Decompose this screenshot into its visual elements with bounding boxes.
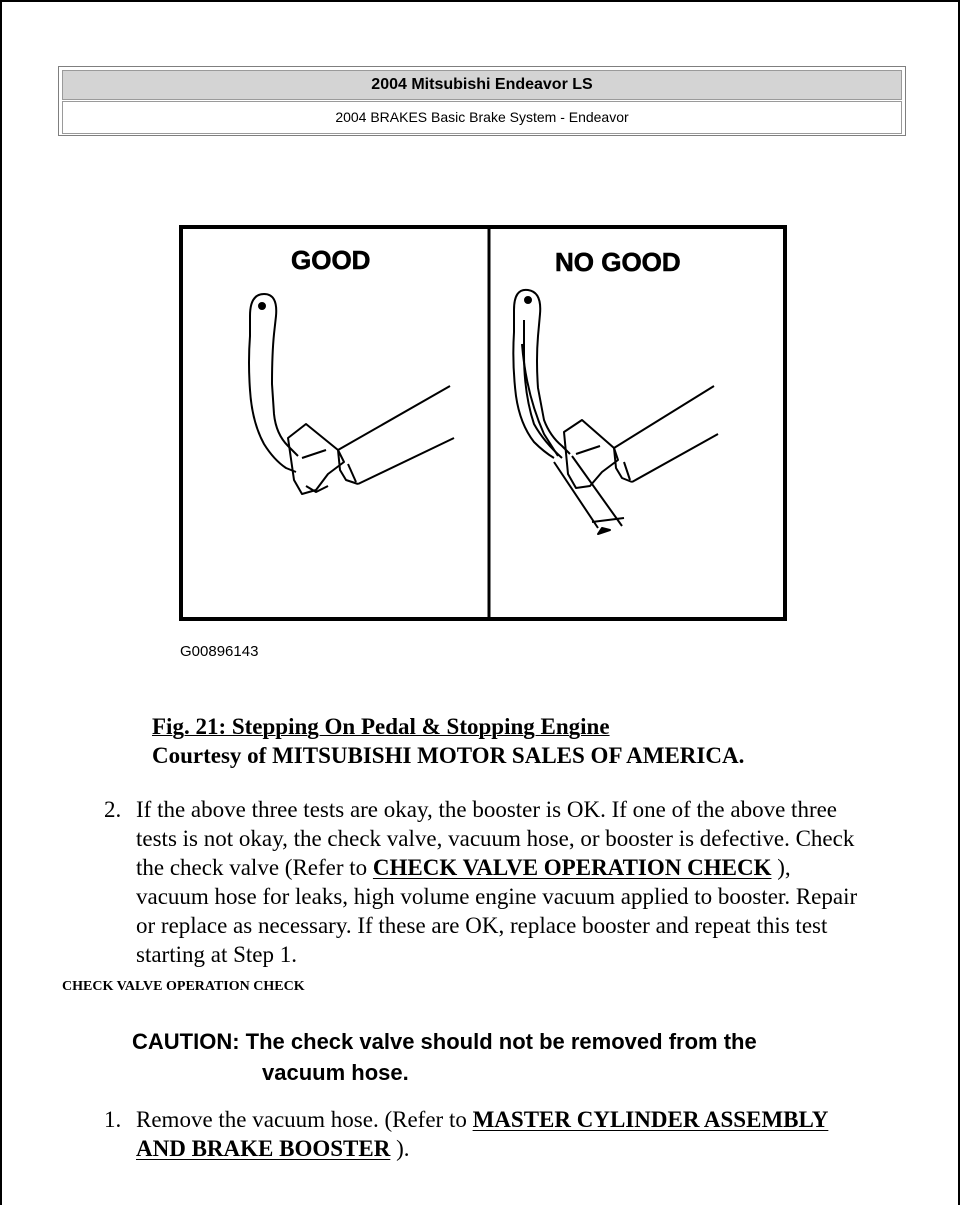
step-1-line-1	[136, 1105, 828, 1134]
master-cylinder-link-part-2[interactable]: AND BRAKE BOOSTER	[136, 1136, 391, 1161]
caution-text-2: vacuum hose.	[262, 1060, 409, 1085]
label-good: GOOD	[291, 245, 371, 275]
pedal-no-good-illustration	[513, 290, 718, 534]
section-heading: CHECK VALVE OPERATION CHECK	[62, 979, 305, 994]
step-1-text	[136, 1105, 828, 1163]
vehicle-title: 2004 Mitsubishi Endeavor LS	[62, 70, 902, 100]
step-2-line-1: If the above three tests are okay, the booster is OK. If one of the above three	[136, 797, 838, 822]
step-1-line-1-pre: Remove the vacuum hose. (Refer to	[136, 1107, 473, 1132]
figure-pedal-diagram	[178, 224, 788, 664]
step-2-line-6: starting at Step 1.	[136, 942, 297, 967]
page-border-left	[0, 0, 2, 1205]
step-1-number: 1.	[104, 1107, 122, 1132]
document-header	[58, 66, 906, 136]
caution-text-1: The check valve should not be removed from the	[245, 1029, 757, 1054]
step-2-text	[136, 795, 857, 969]
step-2-line-4: vacuum hose for leaks, high volume engine vacuum applied to booster. Repair	[136, 884, 858, 909]
step-2-line-5: or replace as necessary. If these are OK, replace booster and repeat this test	[136, 913, 828, 938]
step-2-line-3-post: ),	[771, 855, 791, 880]
section-subtitle: 2004 BRAKES Basic Brake System - Endeavor	[62, 101, 902, 134]
figure-caption	[152, 712, 744, 770]
master-cylinder-link-part-1[interactable]: MASTER CYLINDER ASSEMBLY	[472, 1107, 829, 1132]
figure-caption-title[interactable]: Fig. 21: Stepping On Pedal & Stopping Engine	[152, 714, 610, 739]
caution-line-1	[132, 1026, 757, 1057]
label-no-good: NO GOOD	[555, 247, 681, 277]
step-1-line-2	[136, 1134, 828, 1163]
caution-note	[132, 1026, 757, 1088]
step-1-line-2-post: ).	[390, 1136, 410, 1161]
graphic-id: G00896143	[180, 643, 259, 660]
check-valve-operation-check-link[interactable]: CHECK VALVE OPERATION CHECK	[372, 855, 772, 880]
step-2-line-3	[136, 853, 857, 882]
caution-label: CAUTION:	[132, 1029, 240, 1054]
pedal-good-illustration	[249, 294, 454, 494]
figure-frame	[181, 227, 785, 619]
figure-courtesy: Courtesy of MITSUBISHI MOTOR SALES OF AMERICA.	[152, 743, 745, 768]
step-2-line-2: tests is not okay, the check valve, vacuum hose, or booster is defective. Check	[136, 826, 855, 851]
page-border-top	[0, 0, 960, 2]
step-2-number: 2.	[104, 797, 122, 822]
step-2-line-3-pre: the check valve (Refer to	[136, 855, 373, 880]
